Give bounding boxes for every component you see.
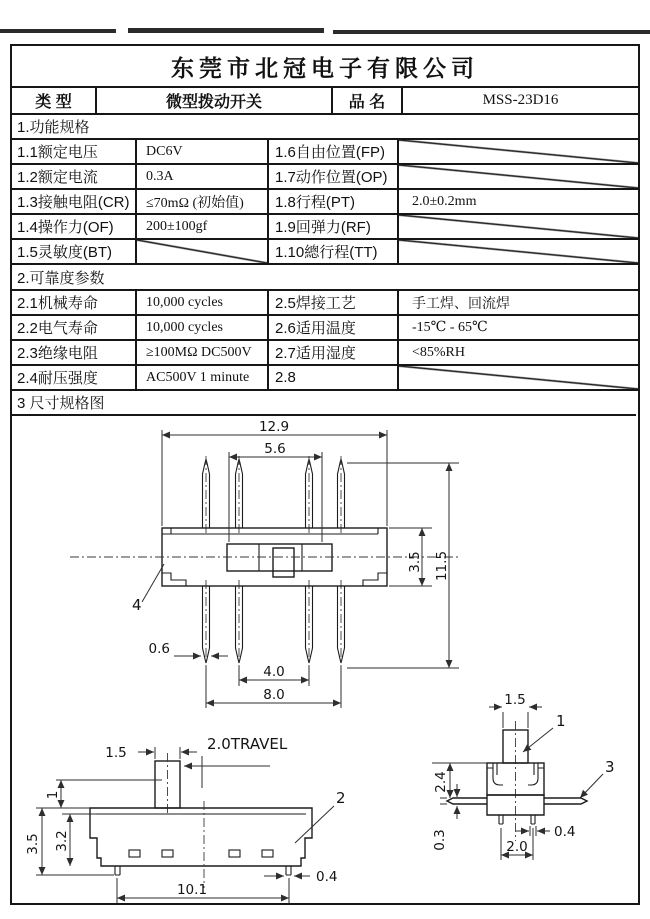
spec-value: ≥100MΩ DC500V — [135, 341, 267, 364]
spec-row — [12, 238, 638, 263]
dim-upper-height: 2.4 — [433, 771, 449, 793]
company-header-row — [12, 46, 638, 86]
dimension-drawing — [12, 414, 636, 903]
spec-row — [12, 314, 638, 339]
dim-foot-width: 0.4 — [316, 869, 338, 885]
spec-value: -15℃ - 65℃ — [397, 316, 638, 339]
dim-body-height: 3.2 — [54, 830, 70, 852]
dim-total-height: 11.5 — [434, 550, 450, 582]
spec-value: 手工焊、回流焊 — [397, 291, 638, 314]
spec-value-empty — [135, 240, 267, 263]
spec-label: 1.10總行程(TT) — [267, 240, 397, 263]
section2-title: 2.可靠度参数 — [12, 263, 638, 289]
type-value: 微型拨动开关 — [95, 88, 331, 113]
spec-value-empty — [397, 140, 638, 163]
dim-foot-width: 0.4 — [554, 824, 576, 840]
switch-knob-side — [155, 753, 180, 816]
spec-row — [12, 138, 638, 163]
spec-row — [12, 163, 638, 188]
part-label-2: 2 — [336, 789, 346, 807]
dim-total-height: 3.5 — [25, 833, 41, 855]
type-product-row — [12, 86, 638, 113]
dim-slider-span: 5.6 — [264, 441, 286, 457]
bottom-feet — [499, 815, 535, 824]
dim-knob-width: 1.5 — [504, 692, 526, 708]
switch-body-end — [447, 763, 587, 824]
switch-pins-bottom — [203, 580, 345, 667]
mounting-feet — [115, 866, 291, 875]
spec-label: 1.7动作位置(OP) — [267, 165, 397, 188]
spec-value-empty — [397, 165, 638, 188]
spec-value: AC500V 1 minute — [135, 366, 267, 389]
end-view-dimensions — [432, 692, 615, 860]
dim-foot-pitch: 2.0 — [506, 839, 528, 855]
spec-value: 2.0±0.2mm — [397, 190, 638, 213]
dim-overall-width: 12.9 — [258, 419, 290, 435]
product-label: 品 名 — [331, 88, 401, 113]
dim-pin-width: 0.6 — [148, 641, 170, 657]
spec-label: 2.7适用湿度 — [267, 341, 397, 364]
product-value: MSS-23D16 — [401, 88, 638, 113]
spec-value: <85%RH — [397, 341, 638, 364]
spec-sheet-page — [10, 44, 640, 905]
dim-base-width: 10.1 — [176, 882, 208, 898]
type-label: 类 型 — [35, 94, 72, 111]
spec-label: 1.3接触电阻(CR) — [17, 194, 130, 211]
spec-label: 1.4操作力(OF) — [17, 219, 114, 236]
scan-artifact-line — [333, 30, 650, 34]
dim-pin-span: 8.0 — [263, 687, 285, 703]
spec-value: 200±100gf — [135, 215, 267, 238]
spec-value: DC6V — [135, 140, 267, 163]
spec-row — [12, 188, 638, 213]
spec-value: ≤70mΩ (初始值) — [135, 190, 267, 213]
spec-row — [12, 364, 638, 389]
spec-label: 1.1额定电压 — [17, 144, 98, 161]
dim-terminal-thickness: 0.3 — [432, 829, 448, 851]
dim-knob-width: 1.5 — [105, 745, 127, 761]
spec-row — [12, 213, 638, 238]
spec-label: 1.2额定电流 — [17, 169, 98, 186]
side-terminal-right — [544, 798, 587, 804]
spec-label: 1.9回弹力(RF) — [267, 215, 397, 238]
spec-value: 0.3A — [135, 165, 267, 188]
side-view — [25, 735, 346, 903]
spec-label: 1.5灵敏度(BT) — [17, 244, 113, 261]
dim-pin-pitch: 4.0 — [263, 664, 285, 680]
dim-travel: 2.0TRAVEL — [207, 735, 288, 753]
spec-row — [12, 339, 638, 364]
company-name: 东莞市北冠电子有限公司 — [171, 55, 479, 81]
part-label-3: 3 — [605, 758, 615, 776]
section1-title: 1.功能规格 — [12, 113, 638, 138]
spec-label: 2.8 — [267, 366, 397, 389]
spec-value: 10,000 cycles — [135, 291, 267, 314]
front-view-dimensions — [132, 419, 459, 708]
spec-value-empty — [397, 215, 638, 238]
switch-pins-top — [203, 456, 345, 534]
section3-title: 3 尺寸规格图 — [12, 389, 638, 414]
dim-body-height: 3.5 — [407, 551, 423, 573]
switch-body-side — [90, 801, 312, 888]
side-view-dimensions — [25, 735, 346, 903]
part-label-4: 4 — [132, 596, 142, 614]
end-view — [432, 692, 615, 860]
switch-body-front — [70, 528, 460, 586]
spec-label: 2.5焊接工艺 — [267, 291, 397, 314]
spec-label: 1.8行程(PT) — [267, 190, 397, 213]
side-terminal-left — [447, 798, 487, 804]
dim-knob-height: 1 — [45, 790, 61, 800]
scan-artifact-line — [0, 29, 116, 33]
spec-value-empty — [397, 240, 638, 263]
spec-label: 2.1机械寿命 — [17, 295, 98, 312]
front-view — [70, 419, 460, 708]
spec-label: 2.4耐压强度 — [17, 370, 98, 387]
scan-artifact-line — [128, 28, 324, 33]
spec-value: 10,000 cycles — [135, 316, 267, 339]
switch-knob-end — [503, 721, 528, 841]
spec-label: 2.2电气寿命 — [17, 320, 98, 337]
spec-value-empty — [397, 366, 638, 389]
spec-label: 2.6适用温度 — [267, 316, 397, 339]
spec-label: 1.6自由位置(FP) — [267, 140, 397, 163]
spec-row — [12, 289, 638, 314]
slider-knob-front — [273, 548, 294, 577]
spec-label: 2.3绝缘电阻 — [17, 345, 98, 362]
part-label-1: 1 — [556, 712, 566, 730]
